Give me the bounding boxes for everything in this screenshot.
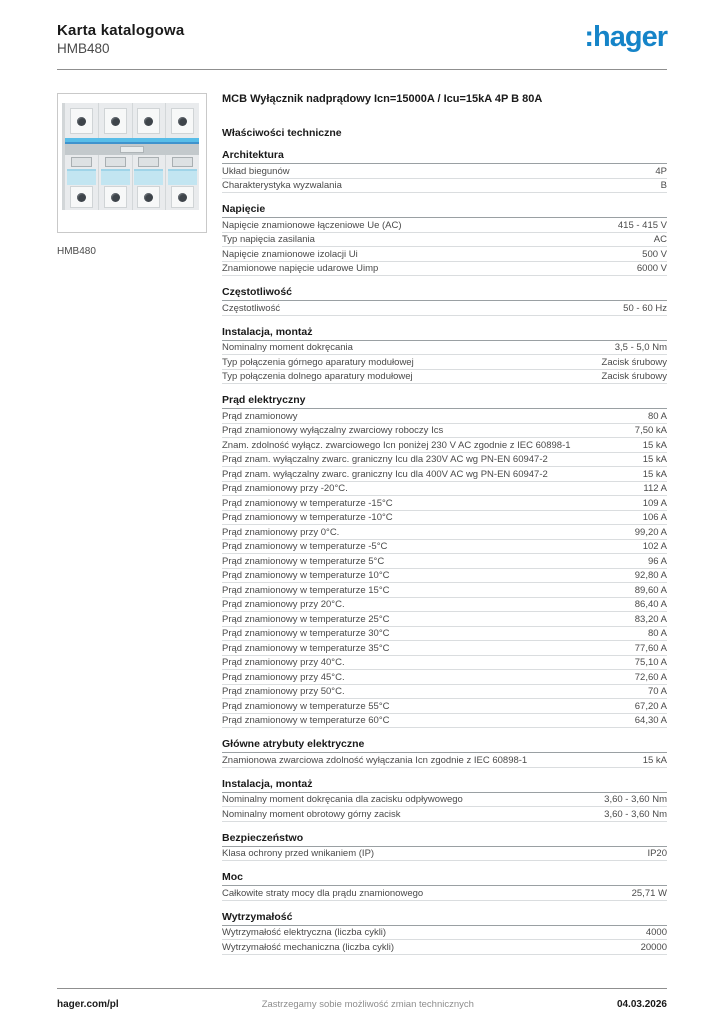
page-header bbox=[57, 22, 667, 56]
section-title: Moc bbox=[222, 871, 667, 886]
spec-label: Prąd znamionowy wyłączalny zwarciowy roboczy Ics bbox=[222, 425, 444, 436]
breaker-toggle bbox=[138, 157, 159, 168]
spec-section bbox=[222, 832, 667, 862]
spec-value: 3,5 - 5,0 Nm bbox=[614, 342, 667, 353]
spec-sections bbox=[222, 149, 667, 955]
spec-value: 75,10 A bbox=[634, 657, 667, 668]
section-rows bbox=[222, 164, 667, 193]
section-title: Wytrzymałość bbox=[222, 911, 667, 926]
spec-label: Prąd znamionowy w temperaturze -15°C bbox=[222, 497, 393, 509]
spec-value: Zacisk śrubowy bbox=[601, 356, 667, 368]
spec-row bbox=[222, 370, 667, 385]
spec-value: 20000 bbox=[640, 941, 667, 953]
document-date: 04.03.2026 bbox=[616, 999, 667, 1010]
spec-row bbox=[222, 482, 667, 497]
spec-label: Całkowite straty mocy dla prądu znamionowego bbox=[222, 887, 424, 899]
spec-value: 15 kA bbox=[642, 439, 667, 451]
product-title: MCB Wyłącznik nadprądowy Icn=15000A / Icu=15kA 4P B 80A bbox=[222, 93, 543, 105]
terminal-screw-top bbox=[104, 108, 127, 134]
spec-value: 80 A bbox=[647, 410, 667, 422]
spec-value: 15 kA bbox=[642, 468, 667, 480]
spec-section bbox=[222, 286, 667, 316]
breaker-module bbox=[166, 103, 199, 210]
spec-value: 3,60 - 3,60 Nm bbox=[604, 808, 667, 820]
spec-row bbox=[222, 847, 667, 862]
breaker-toggle bbox=[71, 157, 92, 168]
spec-value: 86,40 A bbox=[634, 599, 667, 610]
spec-value: B bbox=[660, 180, 667, 191]
spec-row bbox=[222, 438, 667, 453]
spec-label: Prąd znamionowy bbox=[222, 410, 298, 422]
terminal-screw-bottom bbox=[137, 186, 160, 207]
spec-label: Prąd znamionowy przy -20°C. bbox=[222, 483, 348, 494]
spec-label: Typ połączenia górnego aparatury modułowej bbox=[222, 356, 414, 368]
breaker-label-band bbox=[65, 144, 199, 156]
spec-label: Wytrzymałość mechaniczna (liczba cykli) bbox=[222, 941, 395, 953]
spec-label: Częstotliwość bbox=[222, 302, 281, 314]
spec-label: Prąd znamionowy w temperaturze 60°C bbox=[222, 715, 390, 726]
terminal-screw-top bbox=[171, 108, 194, 134]
spec-value: 67,20 A bbox=[634, 700, 667, 712]
spec-row bbox=[222, 569, 667, 584]
breaker-blue-panel bbox=[67, 169, 96, 185]
spec-value: 109 A bbox=[642, 497, 667, 509]
spec-value: 102 A bbox=[642, 541, 667, 552]
spec-value: 106 A bbox=[642, 512, 667, 523]
section-title: Częstotliwość bbox=[222, 286, 667, 301]
spec-label: Nominalny moment dokręcania bbox=[222, 342, 353, 353]
spec-value: IP20 bbox=[647, 848, 667, 859]
spec-row bbox=[222, 218, 667, 233]
spec-row bbox=[222, 355, 667, 370]
spec-value: 4000 bbox=[645, 927, 667, 938]
terminal-screw-top bbox=[137, 108, 160, 134]
spec-row bbox=[222, 496, 667, 511]
spec-row bbox=[222, 453, 667, 468]
spec-label: Nominalny moment obrotowy górny zacisk bbox=[222, 808, 401, 820]
terminal-screw-top bbox=[70, 108, 93, 134]
footer-divider bbox=[57, 988, 667, 989]
breaker-module bbox=[65, 103, 99, 210]
spec-label: Napięcie znamionowe izolacji Ui bbox=[222, 248, 358, 260]
spec-value: 89,60 A bbox=[634, 584, 667, 596]
spec-row bbox=[222, 409, 667, 424]
breaker-blue-panel bbox=[101, 169, 130, 185]
spec-value: 25,71 W bbox=[631, 887, 667, 899]
spec-section bbox=[222, 149, 667, 193]
spec-row bbox=[222, 641, 667, 656]
section-title: Bezpieczeństwo bbox=[222, 832, 667, 847]
spec-row bbox=[222, 525, 667, 540]
spec-label: Znamionowa zwarciowa zdolność wyłączania Icn zgodnie z IEC 60898-1 bbox=[222, 754, 528, 766]
spec-row bbox=[222, 656, 667, 671]
spec-row bbox=[222, 926, 667, 941]
spec-label: Prąd znamionowy przy 0°C. bbox=[222, 526, 340, 538]
spec-section bbox=[222, 738, 667, 768]
breaker-toggle bbox=[172, 157, 193, 168]
section-title: Instalacja, montaż bbox=[222, 326, 667, 341]
spec-row bbox=[222, 583, 667, 598]
spec-row bbox=[222, 670, 667, 685]
spec-row bbox=[222, 714, 667, 729]
spec-row bbox=[222, 179, 667, 194]
spec-row bbox=[222, 753, 667, 768]
spec-value: 96 A bbox=[647, 555, 667, 567]
section-title: Instalacja, montaż bbox=[222, 778, 667, 793]
section-rows bbox=[222, 341, 667, 385]
spec-row bbox=[222, 540, 667, 555]
terminal-screw-bottom bbox=[171, 186, 194, 207]
spec-row bbox=[222, 793, 667, 808]
spec-value: 92,80 A bbox=[634, 570, 667, 581]
spec-label: Prąd znamionowy w temperaturze -5°C bbox=[222, 541, 388, 552]
spec-label: Prąd znamionowy w temperaturze 10°C bbox=[222, 570, 390, 581]
spec-section bbox=[222, 203, 667, 276]
website-link[interactable]: hager.com/pl bbox=[57, 999, 119, 1010]
spec-label: Prąd znamionowy w temperaturze 55°C bbox=[222, 700, 390, 712]
spec-row bbox=[222, 424, 667, 439]
spec-row bbox=[222, 612, 667, 627]
breaker-module bbox=[99, 103, 133, 210]
spec-label: Prąd znamionowy w temperaturze -10°C bbox=[222, 512, 393, 523]
spec-content bbox=[222, 93, 667, 955]
header-titles bbox=[57, 22, 184, 56]
spec-value: 99,20 A bbox=[634, 526, 667, 538]
spec-section bbox=[222, 911, 667, 955]
section-title: Prąd elektryczny bbox=[222, 394, 667, 409]
spec-value: 83,20 A bbox=[634, 613, 667, 625]
section-title: Napięcie bbox=[222, 203, 667, 218]
spec-value: Zacisk śrubowy bbox=[601, 371, 667, 382]
terminal-screw-bottom bbox=[104, 186, 127, 207]
spec-label: Znam. zdolność wyłącz. zwarciowego Icn poniżej 230 V AC zgodnie z IEC 60898-1 bbox=[222, 439, 571, 451]
breaker-label-plate bbox=[120, 146, 144, 153]
spec-label: Typ napięcia zasilania bbox=[222, 234, 315, 245]
spec-label: Prąd znamionowy przy 50°C. bbox=[222, 686, 345, 697]
section-rows bbox=[222, 886, 667, 901]
spec-label: Prąd znam. wyłączalny zwarc. graniczny Icu dla 400V AC wg PN-EN 60947-2 bbox=[222, 468, 548, 480]
spec-value: AC bbox=[653, 234, 667, 245]
spec-value: 70 A bbox=[647, 686, 667, 697]
spec-value: 4P bbox=[655, 165, 667, 177]
section-rows bbox=[222, 793, 667, 822]
document-type-title: Karta katalogowa bbox=[57, 22, 185, 39]
spec-row bbox=[222, 627, 667, 642]
breaker-blue-panel bbox=[134, 169, 163, 185]
section-rows bbox=[222, 926, 667, 955]
spec-row bbox=[222, 886, 667, 901]
breaker-blue-panel bbox=[168, 169, 197, 185]
spec-value: 64,30 A bbox=[634, 715, 667, 726]
spec-row bbox=[222, 247, 667, 262]
spec-label: Prąd znamionowy w temperaturze 5°C bbox=[222, 555, 385, 567]
spec-row bbox=[222, 511, 667, 526]
section-rows bbox=[222, 409, 667, 728]
spec-label: Znamionowe napięcie udarowe Uimp bbox=[222, 263, 379, 274]
footer-row bbox=[57, 999, 667, 1010]
section-title: Architektura bbox=[222, 149, 667, 164]
spec-label: Prąd znamionowy przy 20°C. bbox=[222, 599, 345, 610]
spec-row bbox=[222, 233, 667, 248]
section-rows bbox=[222, 753, 667, 768]
spec-label: Prąd znamionowy w temperaturze 35°C bbox=[222, 642, 390, 654]
spec-value: 500 V bbox=[642, 248, 667, 260]
spec-label: Prąd znamionowy w temperaturze 25°C bbox=[222, 613, 390, 625]
spec-row bbox=[222, 598, 667, 613]
terminal-screw-bottom bbox=[70, 186, 93, 207]
spec-label: Nominalny moment dokręcania dla zacisku odpływowego bbox=[222, 794, 463, 805]
spec-row bbox=[222, 554, 667, 569]
spec-row bbox=[222, 699, 667, 714]
spec-value: 415 - 415 V bbox=[617, 219, 667, 231]
breaker-module bbox=[133, 103, 167, 210]
spec-section bbox=[222, 326, 667, 385]
product-image-frame bbox=[57, 93, 207, 233]
header-divider bbox=[57, 69, 667, 70]
spec-section bbox=[222, 778, 667, 822]
spec-row bbox=[222, 940, 667, 955]
spec-label: Prąd znamionowy przy 45°C. bbox=[222, 671, 345, 683]
hager-logo: :hager bbox=[584, 21, 667, 53]
spec-row bbox=[222, 467, 667, 482]
spec-label: Prąd znamionowy w temperaturze 30°C bbox=[222, 628, 390, 639]
spec-label: Klasa ochrony przed wnikaniem (IP) bbox=[222, 848, 375, 859]
section-rows bbox=[222, 301, 667, 316]
breaker-modules bbox=[65, 103, 199, 210]
section-rows bbox=[222, 218, 667, 276]
spec-row bbox=[222, 341, 667, 356]
spec-value: 80 A bbox=[647, 628, 667, 639]
technical-properties-heading: Właściwości techniczne bbox=[222, 127, 342, 139]
spec-value: 50 - 60 Hz bbox=[623, 302, 667, 314]
spec-row bbox=[222, 685, 667, 700]
disclaimer-text: Zastrzegamy sobie możliwość zmian technicznych bbox=[261, 999, 474, 1010]
spec-label: Prąd znamionowy w temperaturze 15°C bbox=[222, 584, 390, 596]
circuit-breaker-photo bbox=[65, 103, 199, 210]
spec-row bbox=[222, 301, 667, 316]
spec-value: 3,60 - 3,60 Nm bbox=[604, 794, 667, 805]
spec-value: 15 kA bbox=[642, 754, 667, 766]
spec-value: 6000 V bbox=[636, 263, 667, 274]
spec-label: Prąd znamionowy przy 40°C. bbox=[222, 657, 345, 668]
image-caption: HMB480 bbox=[57, 246, 96, 257]
spec-section bbox=[222, 871, 667, 901]
spec-value: 112 A bbox=[643, 483, 667, 494]
spec-value: 15 kA bbox=[642, 454, 667, 465]
spec-label: Wytrzymałość elektryczna (liczba cykli) bbox=[222, 927, 387, 938]
spec-value: 7,50 kA bbox=[634, 425, 667, 436]
page-footer bbox=[57, 988, 667, 1010]
spec-section bbox=[222, 394, 667, 728]
section-rows bbox=[222, 847, 667, 862]
breaker-toggle bbox=[105, 157, 126, 168]
product-image-column bbox=[57, 93, 207, 955]
spec-row bbox=[222, 807, 667, 822]
section-title: Główne atrybuty elektryczne bbox=[222, 738, 667, 753]
spec-row bbox=[222, 164, 667, 179]
spec-label: Charakterystyka wyzwalania bbox=[222, 180, 342, 191]
spec-row bbox=[222, 262, 667, 277]
spec-label: Układ biegunów bbox=[222, 165, 290, 177]
spec-value: 72,60 A bbox=[634, 671, 667, 683]
spec-label: Napięcie znamionowe łączeniowe Ue (AC) bbox=[222, 219, 402, 231]
main-content bbox=[57, 93, 667, 955]
spec-label: Typ połączenia dolnego aparatury modułowej bbox=[222, 371, 413, 382]
spec-label: Prąd znam. wyłączalny zwarc. graniczny Icu dla 230V AC wg PN-EN 60947-2 bbox=[222, 454, 548, 465]
product-code: HMB480 bbox=[57, 41, 110, 56]
spec-value: 77,60 A bbox=[634, 642, 667, 654]
